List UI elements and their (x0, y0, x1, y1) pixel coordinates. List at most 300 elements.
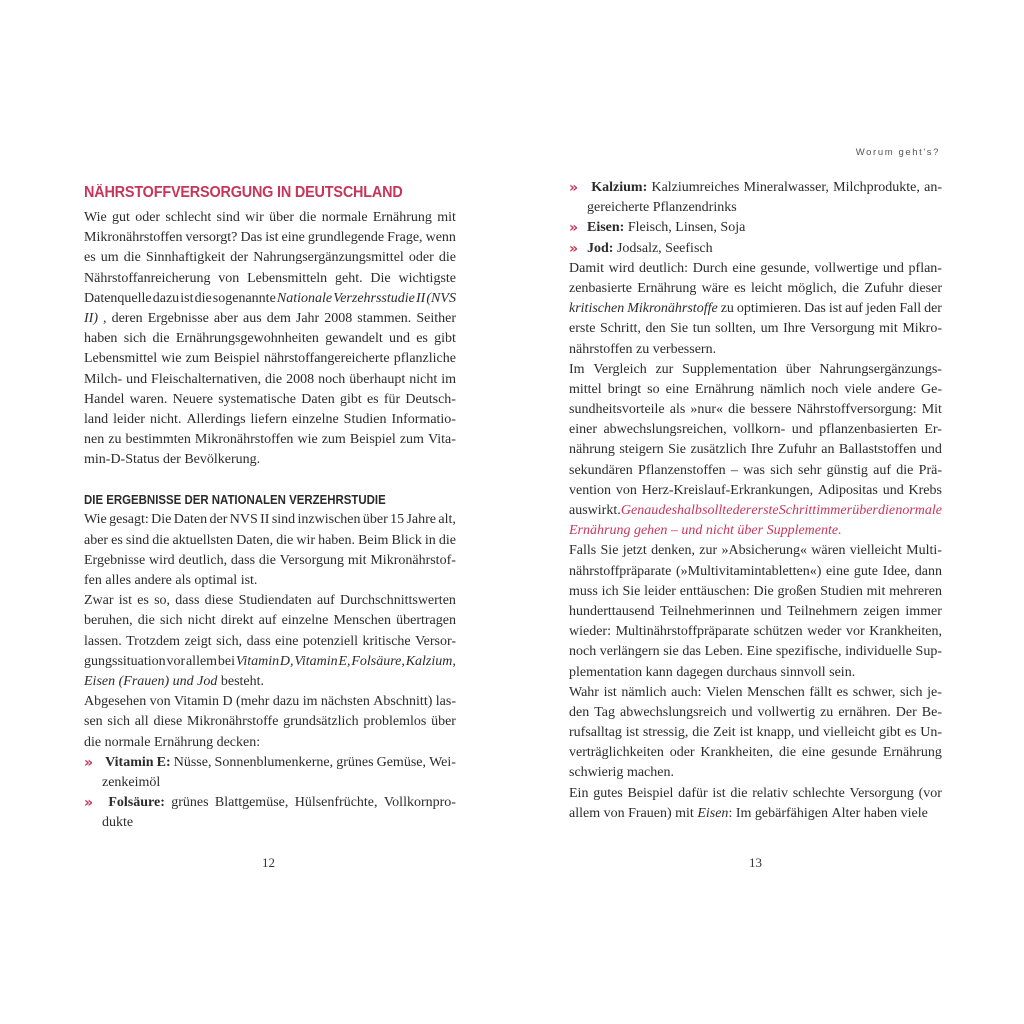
text-segment: gibt (434, 331, 456, 347)
text-line (569, 723, 942, 743)
list-bullet-icon: » (569, 220, 579, 237)
section-heading: NÄHRSTOFFVERSORGUNG IN DEUTSCHLAND (84, 184, 403, 201)
text-segment: Falls (569, 543, 597, 559)
text-segment: an- (924, 180, 942, 195)
paragraph (569, 360, 942, 542)
text-segment: Die (151, 512, 172, 528)
text-segment: Versorgung (279, 552, 345, 568)
text-segment: zu (108, 432, 122, 448)
text-segment: ernähren. (838, 704, 891, 720)
text-line (84, 329, 456, 349)
list-bullet-icon: » (569, 240, 579, 257)
text-segment: Nahrungsergänzungs- (819, 361, 942, 377)
text-segment: Nahrungsergänzungsmittel (253, 250, 404, 266)
text-segment: mehreren (889, 583, 942, 599)
page-number-left: 12 (262, 855, 275, 870)
highlight-text: normale (895, 503, 942, 518)
text-segment: günstig (826, 462, 868, 478)
text-segment: pflanzenbasierten (819, 422, 918, 438)
text-segment: Ernährung (372, 210, 432, 225)
text-segment: nicht. (149, 411, 182, 427)
text-segment: einzelne (292, 411, 339, 427)
text-segment: Zwar (84, 593, 114, 609)
text-segment: vielleicht (849, 543, 902, 559)
highlight-text: erste (751, 503, 779, 518)
text-segment: so, (154, 593, 171, 609)
text-segment: aktuellsten (172, 532, 234, 548)
text-segment: wir (245, 210, 264, 225)
text-line (569, 259, 942, 279)
text-segment: vollwertig (757, 704, 816, 720)
text-segment: »Absicherung« (721, 543, 808, 559)
text-line (84, 611, 456, 631)
text-segment: Daten (173, 512, 208, 528)
text-segment: über (362, 512, 388, 528)
text-line (569, 380, 942, 400)
text-segment: zeigen (863, 603, 900, 619)
text-segment: zusätzlich (690, 442, 747, 458)
text-segment: die (84, 734, 105, 750)
text-segment: sind (271, 512, 296, 528)
text-segment: ist (625, 725, 639, 741)
text-segment: Multi- (906, 543, 942, 559)
text-segment: beruhen, (84, 613, 133, 629)
text-segment: Linsen, (675, 220, 721, 236)
text-segment: Nüsse, (173, 754, 212, 770)
subsection-heading: DIE ERGEBNISSE DER NATIONALEN VERZEHRSTUDIE (84, 492, 386, 508)
text-segment: zur (699, 543, 718, 559)
italic-text: (Frauen) (118, 673, 173, 689)
text-segment: (»Multivitamintabletten«) (675, 563, 822, 579)
text-segment: eine (275, 633, 299, 649)
text-segment: Zufuhr (864, 280, 904, 296)
text-segment: auswirkt. (569, 503, 621, 518)
text-line (569, 340, 942, 360)
text-segment: haben (84, 331, 118, 347)
text-segment: die (728, 402, 746, 418)
text-segment: es (416, 331, 428, 347)
text-segment: schwer, (852, 684, 896, 700)
text-segment: noch (569, 644, 597, 660)
text-segment: min-D-Status (84, 452, 163, 468)
text-segment: Beispiel (627, 785, 674, 801)
text-segment: dem (266, 310, 291, 326)
italic-text: Folsäure, (351, 653, 405, 669)
text-segment: so (647, 381, 660, 397)
text-segment: problemlos (363, 714, 427, 730)
text-segment: und (882, 260, 904, 276)
text-segment: zu (720, 301, 734, 317)
text-segment: Nährstoffversorgung: (796, 402, 917, 418)
italic-text: E, (338, 653, 351, 669)
highlight-text: deshalb (658, 503, 702, 518)
text-segment: Krankheiten, (700, 745, 774, 761)
text-segment: Damit (569, 260, 604, 276)
text-segment: alt, (438, 512, 456, 528)
text-segment: Jahre (406, 512, 437, 528)
list-item (569, 239, 942, 259)
text-segment: von (615, 482, 637, 498)
text-line (84, 208, 456, 228)
list-bullet-icon: » (84, 795, 94, 812)
text-segment: Nährstoffanreicherung (84, 270, 211, 286)
text-segment: zur (655, 361, 674, 377)
text-segment: bei (217, 653, 235, 669)
text-line (569, 218, 942, 238)
text-segment: kritische (362, 633, 411, 649)
text-line (84, 510, 456, 530)
text-segment: ich (601, 583, 619, 599)
text-segment: Vita- (427, 432, 456, 448)
text-segment: es (836, 684, 849, 700)
text-segment: Ernährung (637, 280, 697, 296)
text-line (84, 773, 456, 793)
text-segment: leicht (751, 280, 783, 296)
text-segment: sen (84, 714, 103, 730)
text-segment: und (126, 371, 148, 387)
text-segment: sollten, (715, 321, 757, 337)
italic-text: Vitamin (294, 653, 338, 669)
text-segment: jetzt (622, 543, 647, 559)
text-segment: hunderttausend (569, 603, 655, 619)
text-segment: Zufuhr (777, 442, 817, 458)
text-line (569, 461, 942, 481)
text-segment: wären (811, 543, 846, 559)
text-segment: fällt (809, 684, 832, 700)
text-segment: leider (644, 583, 676, 599)
text-segment: schlechte (792, 785, 845, 801)
text-line (84, 813, 456, 833)
text-segment: ist (739, 725, 753, 741)
text-segment: Mikro- (902, 321, 942, 337)
text-segment: sind (216, 210, 240, 225)
text-segment: Lebensmitteln (247, 270, 328, 286)
text-segment: 2008 (286, 371, 315, 387)
text-segment: eine (825, 563, 850, 579)
text-segment: las- (435, 694, 456, 710)
text-segment: an (821, 442, 835, 458)
text-segment: 2008 (324, 310, 353, 326)
text-segment: Ernährung (882, 745, 942, 761)
text-segment: Ballaststoffen (838, 442, 917, 458)
text-segment: Be- (921, 704, 942, 720)
text-segment: fen (84, 573, 106, 588)
text-segment: mit (866, 583, 886, 599)
text-segment: die (152, 331, 170, 347)
text-segment: ist. (240, 573, 258, 588)
text-segment: ist (603, 684, 617, 700)
text-segment: Schritt, (600, 321, 641, 337)
list-bullet-icon: » (569, 180, 579, 196)
text-line (84, 248, 456, 268)
text-segment: wieder: (569, 624, 611, 640)
text-segment: Supplementation (682, 361, 777, 377)
text-segment: um (760, 321, 779, 337)
text-segment: land (84, 411, 109, 427)
text-line (569, 642, 942, 662)
text-segment: systematische (218, 391, 297, 407)
text-segment: und (388, 331, 410, 347)
text-segment: viele (844, 381, 872, 397)
text-segment: die (258, 552, 276, 568)
text-segment: ist (265, 230, 279, 246)
text-segment: und (731, 704, 753, 720)
text-segment: Die (370, 270, 391, 286)
text-segment: zum (399, 432, 424, 448)
text-segment: noch (318, 371, 346, 387)
italic-text: (NVS (426, 290, 456, 306)
text-line (84, 450, 456, 470)
text-segment: der (924, 301, 942, 317)
text-segment: die (896, 462, 914, 478)
text-segment: : (728, 805, 736, 821)
text-segment: der (209, 512, 228, 528)
text-line (569, 582, 942, 602)
text-segment: nährstoffen (569, 341, 636, 357)
text-line (84, 591, 456, 611)
text-segment: Un- (920, 725, 942, 741)
text-segment: sehr (798, 462, 822, 478)
text-segment: immer (905, 603, 942, 619)
text-segment: individuelle (845, 644, 912, 660)
text-segment: – (730, 462, 738, 478)
text-line (84, 410, 456, 430)
text-segment: Beispiel (349, 432, 396, 448)
text-line (84, 632, 456, 652)
text-segment: wird (149, 552, 175, 568)
text-segment: als (175, 573, 195, 588)
text-segment: durchaus (726, 664, 781, 680)
text-segment: allem (569, 805, 604, 821)
text-segment: Im (569, 361, 585, 377)
text-segment: eine (281, 230, 305, 246)
text-segment: Die (753, 583, 774, 599)
text-segment: der (162, 452, 185, 468)
bold-text: E: (156, 754, 171, 770)
text-line (569, 683, 942, 703)
text-segment: zeigt (184, 633, 212, 649)
text-line (84, 430, 456, 450)
text-segment: alles (105, 573, 135, 588)
text-segment: grünes (336, 754, 374, 770)
text-segment: oder (135, 210, 161, 225)
italic-text: Kalzium, (405, 653, 456, 669)
text-segment: Lebensmittel (84, 351, 158, 367)
text-segment: wenn (425, 230, 456, 246)
text-segment: Fleisch, (627, 220, 676, 236)
text-segment: auf (258, 613, 277, 629)
text-line (84, 349, 456, 369)
text-segment: sein. (829, 664, 856, 680)
text-segment: wichtigste (398, 270, 456, 286)
text-segment: großen (777, 583, 817, 599)
text-segment: decken: (216, 734, 261, 750)
text-segment: Frauen) (628, 805, 676, 821)
text-segment: direkt (220, 613, 254, 629)
text-segment: die (778, 745, 797, 761)
bold-text: Folsäure: (108, 795, 165, 811)
text-segment: Durch (692, 260, 728, 276)
text-segment: die (692, 725, 710, 741)
text-segment: Adipositas (817, 482, 878, 498)
text-segment: dagegen (676, 664, 727, 680)
text-segment: von (149, 694, 171, 710)
text-segment: dukte (102, 815, 134, 831)
text-segment: pflanzliche (393, 351, 456, 367)
text-segment: Wahr (569, 684, 599, 700)
text-segment: Idee, (882, 563, 911, 579)
text-segment: vor (166, 653, 186, 669)
section-spacer (84, 470, 456, 490)
text-line (569, 178, 942, 198)
text-segment: pflan- (908, 260, 942, 276)
text-segment: Sie (622, 583, 641, 599)
text-segment: diese (153, 714, 183, 730)
right-page (512, 0, 1024, 1024)
text-segment: die (730, 785, 748, 801)
text-segment: nährstoffangereicherte (263, 351, 390, 367)
text-segment: gibt (339, 391, 362, 407)
italic-text: D, (279, 653, 294, 669)
text-segment: Fleischalternativen, (151, 371, 262, 387)
highlight-text: Ernährung (569, 523, 634, 539)
text-segment: wird (608, 260, 635, 276)
text-line (569, 703, 942, 723)
text-segment: dazu (152, 290, 180, 306)
text-segment: Leben. (704, 644, 744, 660)
text-segment: normale (104, 734, 154, 750)
text-segment: Wei- (429, 754, 456, 770)
text-segment: rufsalltag (569, 725, 622, 741)
text-segment: haben (863, 805, 901, 821)
text-segment: das (682, 644, 701, 660)
text-segment: Sie (600, 543, 619, 559)
text-segment: Studien (820, 583, 863, 599)
text-segment: die (276, 532, 294, 548)
text-segment: relativ (752, 785, 788, 801)
italic-text: Eisen (84, 673, 119, 689)
text-segment: liefern (250, 411, 288, 427)
text-segment: die (137, 613, 155, 629)
text-segment: deutlich, (178, 552, 228, 568)
text-segment: in (424, 532, 436, 548)
text-segment: deren (111, 310, 143, 326)
list-item (569, 178, 942, 218)
text-segment: sind (125, 532, 150, 548)
text-segment: Alter (831, 805, 864, 821)
text-segment: sekundären (569, 462, 633, 478)
text-line (84, 390, 456, 410)
text-segment: um (100, 250, 119, 266)
text-segment: »nur« (690, 402, 724, 418)
text-segment: Frage, (387, 230, 423, 246)
text-segment: stammen. (357, 310, 412, 326)
italic-text: Verzehrsstudie (333, 290, 415, 306)
text-segment: NVS (229, 512, 258, 528)
text-segment: dass (230, 552, 256, 568)
text-segment: für (383, 391, 401, 407)
text-segment: zenbasierte (569, 280, 632, 296)
text-line (569, 663, 942, 683)
text-segment: Mit (921, 402, 942, 418)
text-segment: vor (846, 624, 865, 640)
text-segment: über (785, 361, 811, 377)
text-segment: mit (675, 805, 698, 821)
text-segment: aber (84, 532, 109, 548)
text-segment: dass (246, 633, 271, 649)
highlight-text: und (681, 523, 706, 539)
text-segment: Tag (594, 704, 616, 720)
text-line (84, 753, 456, 773)
text-segment: von (218, 270, 240, 286)
text-line (84, 733, 456, 753)
text-segment: Informatio- (391, 411, 456, 427)
text-segment: den (645, 321, 666, 337)
text-segment: Kalziumreiches (651, 180, 740, 195)
text-segment: im (302, 694, 318, 710)
running-head: Worum geht's? (855, 147, 940, 158)
text-segment: Multinährstoffpräparate (615, 624, 750, 640)
text-segment: die (438, 250, 456, 266)
text-line (84, 652, 456, 672)
text-segment: muss (569, 583, 598, 599)
text-segment: Soja (720, 220, 746, 236)
text-segment: Sinnhaftigkeit (145, 250, 226, 266)
text-line (569, 319, 942, 339)
text-segment: Pflanzendrinks (652, 200, 737, 216)
text-line (569, 400, 942, 420)
text-segment: andere (134, 573, 176, 588)
text-segment: nen (84, 432, 105, 448)
text-line (569, 622, 942, 642)
text-segment: gut (112, 210, 130, 225)
text-segment: inzwischen (297, 512, 361, 528)
highlight-text: – (670, 523, 682, 539)
text-segment: Ergebnisse (84, 552, 146, 568)
text-segment: nächsten (320, 694, 370, 710)
text-segment: knapp, (756, 725, 795, 741)
list-bullet-icon: » (84, 754, 94, 771)
highlight-text: Supplemente. (766, 523, 842, 539)
text-segment: Mikronährstoffe (186, 714, 279, 730)
text-segment: Ernährung (153, 734, 217, 750)
text-segment: kann (645, 664, 677, 680)
text-segment: über (269, 210, 295, 225)
text-segment: eine (665, 381, 689, 397)
text-segment: die (438, 532, 456, 548)
text-segment: plementation (569, 664, 646, 680)
text-segment: Der (895, 704, 917, 720)
text-segment: wir (296, 532, 316, 548)
text-segment: Milch- (84, 371, 123, 387)
text-segment: grünes (171, 795, 209, 811)
text-segment: die (152, 532, 170, 548)
text-segment: normale (321, 210, 368, 225)
text-segment: lassen. (84, 633, 122, 649)
text-segment: optimieren. (736, 301, 802, 317)
text-segment: und (760, 603, 782, 619)
text-segment: gebärfähigen (754, 805, 832, 821)
text-segment: abwechslungsreichen, (603, 422, 727, 438)
text-segment: Vollkornpro- (383, 795, 456, 811)
highlight-text: über (852, 503, 878, 518)
text-segment: Sie (670, 321, 689, 337)
text-segment: haben. (318, 532, 356, 548)
bold-text: Eisen: (587, 220, 628, 236)
text-line (569, 501, 942, 521)
text-segment: viele (900, 805, 928, 821)
paragraph (84, 208, 456, 470)
